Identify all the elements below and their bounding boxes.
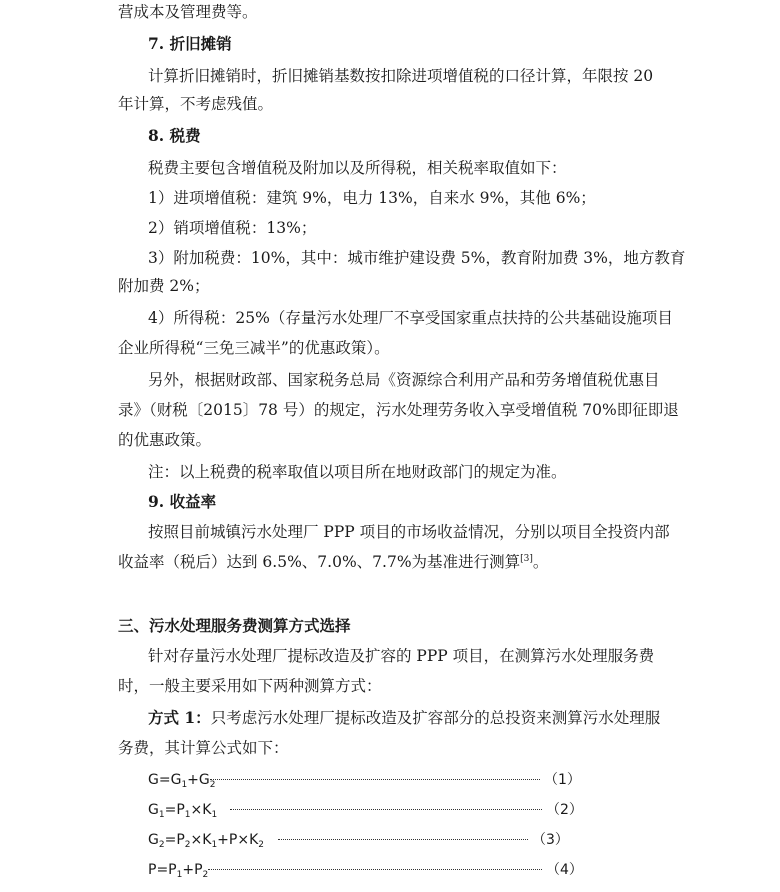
formula-subscript: 2 [158,840,165,850]
formula-term: =P [164,802,185,818]
formula-subscript: 1 [211,840,218,850]
formula-term: +P [182,862,203,878]
section-heading-depreciation: 7. 折旧摊销 [148,34,232,53]
text-line: 3）附加税费：10%，其中：城市维护建设费 5%，教育附加费 3%，地方教育 [148,249,686,267]
citation-ref[interactable]: [3] [520,554,533,564]
formula-subscript: 1 [181,780,188,790]
formula-subscript: 1 [211,810,218,820]
text-line: 另外，根据财政部、国家税务总局《资源综合利用产品和劳务增值税优惠目 [148,371,660,389]
text-line: 1）进项增值税：建筑 9%，电力 13%，自来水 9%，其他 6%； [148,189,596,207]
text-line: 按照目前城镇污水处理厂 PPP 项目的市场收益情况，分别以项目全投资内部 [148,523,670,541]
formula-line [148,770,581,790]
formula-subscript: 1 [184,810,191,820]
text-line: 税费主要包含增值税及附加以及所得税，相关税率取值如下： [148,159,567,177]
formula-term: G=G [148,772,182,788]
formula-subscript: 1 [176,870,183,880]
text-line: 营成本及管理费等。 [118,3,258,21]
chapter-heading: 三、污水处理服务费测算方式选择 [118,616,351,635]
text-line: 针对存量污水处理厂提标改造及扩容的 PPP 项目，在测算污水处理服务费 [148,647,655,665]
formula-number: （4） [546,862,583,878]
text-line: 附加费 2%； [118,277,210,295]
text-line [148,708,660,728]
formula-term: ×K [190,802,212,818]
leader-dots [230,809,542,810]
text-line: 年计算，不考虑残值。 [118,95,274,113]
leader-dots [278,839,528,840]
text-line: 4）所得税：25%（存量污水处理厂不享受国家重点扶持的公共基础设施项目 [148,309,673,327]
formula-term: P=P [148,862,177,878]
text-line: 时，一般主要采用如下两种测算方式： [118,677,382,695]
formula-term: +P×K [217,832,259,848]
leader-dots [208,869,542,870]
formula-term: G [148,832,159,848]
formula-number: （2） [546,802,583,818]
formula-number: （3） [532,832,569,848]
formula-subscript: 2 [209,780,216,790]
formula-subscript: 2 [258,840,264,850]
formula-term: +G [187,772,210,788]
text-run: 。 [532,553,549,571]
text-line [118,552,548,572]
text-run: 只考虑污水处理厂提标改造及扩容部分的总投资来测算污水处理服 [210,709,661,727]
formula-term: =P [164,832,185,848]
leader-dots [210,779,540,780]
text-line: 企业所得税“三免三减半”的优惠政策）。 [118,339,390,357]
text-run: 收益率（税后）达到 6.5%、7.0%、7.7%为基准进行测算 [118,553,521,571]
formula-line [148,830,578,850]
formula-term: ×K [190,832,212,848]
formula-term: G [148,802,159,818]
text-line: 务费，其计算公式如下： [118,739,289,757]
text-line: 计算折旧摊销时，折旧摊销基数按扣除进项增值税的口径计算，年限按 20 [148,67,654,85]
method-label: 方式 1： [148,708,211,727]
formula-number: （1） [544,772,581,788]
formula-subscript: 2 [184,840,191,850]
section-heading-tax: 8. 税费 [148,126,201,145]
text-line: 的优惠政策。 [118,431,212,449]
text-line: 录》（财税〔2015〕78 号）的规定，污水处理劳务收入享受增值税 70%即征即退 [118,401,679,419]
text-line: 2）销项增值税：13%； [148,219,317,237]
formula-line [148,860,583,880]
formula-subscript: 2 [202,870,209,880]
formula-subscript: 1 [158,810,165,820]
text-line: 注：以上税费的税率取值以项目所在地财政部门的规定为准。 [148,463,567,481]
formula-line [148,800,583,820]
section-heading-return: 9. 收益率 [148,492,217,511]
